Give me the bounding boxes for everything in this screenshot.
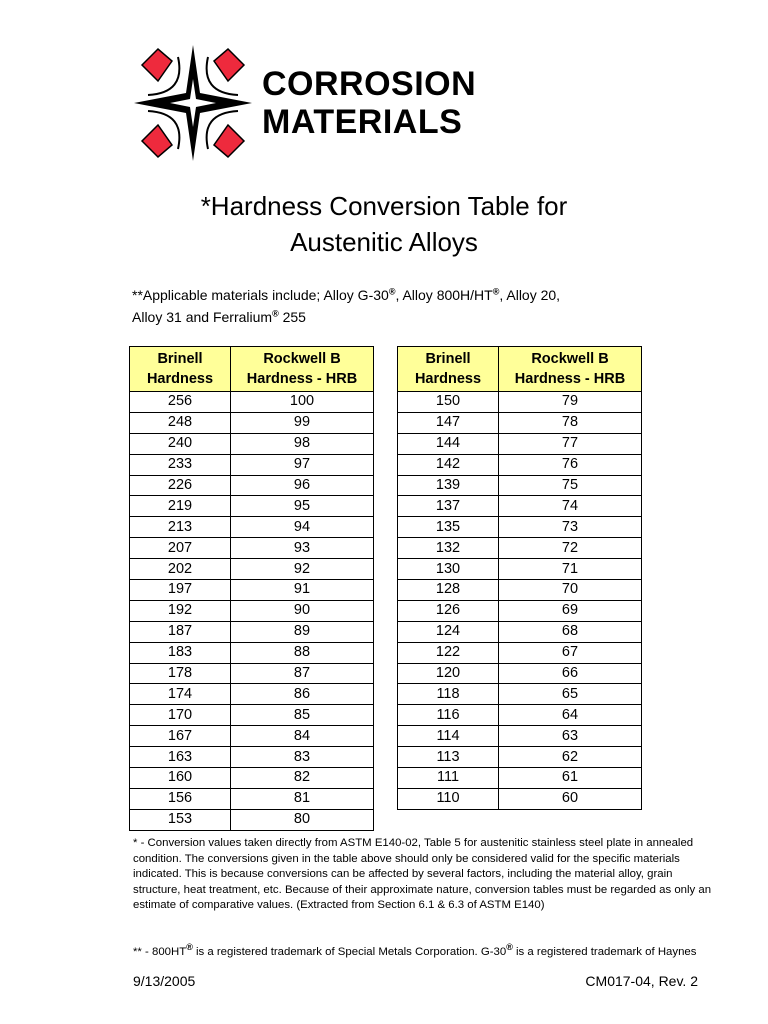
logo-line-1: CORROSION: [262, 65, 477, 103]
table-row: [398, 726, 642, 747]
brinell-value: 132: [398, 538, 499, 559]
conversion-table-left: [129, 346, 374, 831]
brinell-value: 126: [398, 600, 499, 621]
brinell-value: 128: [398, 580, 499, 601]
footnote-trademarks: ** - 800HT® is a registered trademark of Special Metals Corporation. G-30® is a registered trademark of Haynes: [133, 942, 697, 958]
hrb-value: 96: [231, 475, 374, 496]
hrb-value: 68: [499, 621, 642, 642]
brinell-value: 226: [130, 475, 231, 496]
applicable-text-5: 255: [278, 309, 306, 325]
footer-date: 9/13/2005: [133, 973, 196, 989]
title-line-2: Austenitic Alloys: [290, 227, 478, 257]
applicable-text-4: Alloy 31 and Ferralium: [132, 309, 273, 325]
hrb-value: 90: [231, 600, 374, 621]
table-row: [398, 433, 642, 454]
table-row: [130, 580, 374, 601]
applicable-text-3: , Alloy 20,: [499, 287, 561, 303]
footer-document-id: CM017-04, Rev. 2: [585, 973, 698, 989]
brinell-value: 118: [398, 684, 499, 705]
brinell-value: 170: [130, 705, 231, 726]
brinell-value: 130: [398, 559, 499, 580]
hrb-value: 91: [231, 580, 374, 601]
table-row: [130, 433, 374, 454]
hrb-value: 78: [499, 412, 642, 433]
table-row: [130, 621, 374, 642]
table-row: [398, 475, 642, 496]
table-row: [398, 684, 642, 705]
table-row: [130, 559, 374, 580]
table-row: [130, 600, 374, 621]
table-row: [398, 454, 642, 475]
table-row: [130, 454, 374, 475]
registered-mark: ®: [388, 286, 396, 297]
hrb-value: 81: [231, 788, 374, 809]
brinell-value: 122: [398, 642, 499, 663]
title-line-1: *Hardness Conversion Table for: [200, 191, 568, 221]
hrb-value: 79: [499, 392, 642, 413]
table-header-row: [130, 347, 374, 392]
hrb-value: 74: [499, 496, 642, 517]
applicable-materials: [132, 284, 652, 328]
brinell-value: 150: [398, 392, 499, 413]
registered-mark: ®: [186, 942, 193, 953]
table-row: [398, 768, 642, 789]
table-row: [398, 663, 642, 684]
brinell-value: 113: [398, 747, 499, 768]
brinell-value: 202: [130, 559, 231, 580]
hrb-value: 69: [499, 600, 642, 621]
brinell-value: 110: [398, 788, 499, 809]
hrb-value: 97: [231, 454, 374, 475]
brinell-value: 139: [398, 475, 499, 496]
brinell-value: 144: [398, 433, 499, 454]
hrb-value: 66: [499, 663, 642, 684]
table-row: [130, 747, 374, 768]
header-brinell: Brinell Hardness: [398, 347, 499, 392]
brinell-value: 124: [398, 621, 499, 642]
table-row: [130, 768, 374, 789]
brinell-value: 147: [398, 412, 499, 433]
table-row: [130, 684, 374, 705]
applicable-text-2: , Alloy 800H/HT: [395, 287, 493, 303]
table-row: [398, 621, 642, 642]
table-row: [130, 663, 374, 684]
hrb-value: 100: [231, 392, 374, 413]
header-brinell: Brinell Hardness: [130, 347, 231, 392]
hrb-value: 73: [499, 517, 642, 538]
hrb-value: 80: [231, 809, 374, 830]
table-row: [398, 788, 642, 809]
logo-star-icon: [128, 43, 258, 163]
table-row: [398, 642, 642, 663]
hrb-value: 85: [231, 705, 374, 726]
hrb-value: 88: [231, 642, 374, 663]
hrb-value: 83: [231, 747, 374, 768]
hrb-value: 87: [231, 663, 374, 684]
brinell-value: 153: [130, 809, 231, 830]
brinell-value: 240: [130, 433, 231, 454]
hrb-value: 71: [499, 559, 642, 580]
brinell-value: 174: [130, 684, 231, 705]
hrb-value: 65: [499, 684, 642, 705]
hrb-value: 75: [499, 475, 642, 496]
table-row: [398, 580, 642, 601]
hrb-value: 72: [499, 538, 642, 559]
registered-mark: ®: [506, 942, 513, 953]
brinell-value: 135: [398, 517, 499, 538]
brinell-value: 160: [130, 768, 231, 789]
brinell-value: 116: [398, 705, 499, 726]
hrb-value: 67: [499, 642, 642, 663]
brinell-value: 178: [130, 663, 231, 684]
brinell-value: 137: [398, 496, 499, 517]
brinell-value: 233: [130, 454, 231, 475]
brinell-value: 248: [130, 412, 231, 433]
table-row: [398, 517, 642, 538]
table-header-row: [398, 347, 642, 392]
brinell-value: 197: [130, 580, 231, 601]
applicable-text-1: **Applicable materials include; Alloy G-30: [132, 287, 389, 303]
brinell-value: 192: [130, 600, 231, 621]
brinell-value: 142: [398, 454, 499, 475]
hrb-value: 98: [231, 433, 374, 454]
table-row: [398, 705, 642, 726]
brinell-value: 187: [130, 621, 231, 642]
registered-mark: ®: [492, 286, 500, 297]
brinell-value: 111: [398, 768, 499, 789]
hrb-value: 70: [499, 580, 642, 601]
hrb-value: 84: [231, 726, 374, 747]
table-row: [130, 412, 374, 433]
brinell-value: 219: [130, 496, 231, 517]
brinell-value: 256: [130, 392, 231, 413]
hrb-value: 93: [231, 538, 374, 559]
table-row: [398, 412, 642, 433]
page-title: [0, 188, 768, 260]
brinell-value: 156: [130, 788, 231, 809]
hrb-value: 92: [231, 559, 374, 580]
hrb-value: 76: [499, 454, 642, 475]
table-row: [398, 538, 642, 559]
hrb-value: 95: [231, 496, 374, 517]
table-row: [130, 538, 374, 559]
hrb-value: 99: [231, 412, 374, 433]
table-row: [130, 392, 374, 413]
table-row: [130, 496, 374, 517]
table-row: [130, 705, 374, 726]
header-rockwell: Rockwell B Hardness - HRB: [499, 347, 642, 392]
hrb-value: 61: [499, 768, 642, 789]
hrb-value: 63: [499, 726, 642, 747]
brinell-value: 163: [130, 747, 231, 768]
brinell-value: 114: [398, 726, 499, 747]
table-row: [130, 726, 374, 747]
registered-mark: ®: [272, 308, 279, 319]
table-row: [398, 496, 642, 517]
brinell-value: 167: [130, 726, 231, 747]
brinell-value: 213: [130, 517, 231, 538]
hrb-value: 62: [499, 747, 642, 768]
brinell-value: 183: [130, 642, 231, 663]
table-row: [398, 747, 642, 768]
brinell-value: 207: [130, 538, 231, 559]
hrb-value: 86: [231, 684, 374, 705]
hrb-value: 82: [231, 768, 374, 789]
hrb-value: 64: [499, 705, 642, 726]
logo-wordmark: [262, 65, 476, 141]
table-row: [130, 809, 374, 830]
table-row: [398, 559, 642, 580]
hrb-value: 94: [231, 517, 374, 538]
logo-line-2: MATERIALS: [262, 103, 463, 141]
hrb-value: 89: [231, 621, 374, 642]
hrb-value: 60: [499, 788, 642, 809]
conversion-table-right: [397, 346, 642, 810]
table-row: [130, 788, 374, 809]
hrb-value: 77: [499, 433, 642, 454]
table-row: [130, 642, 374, 663]
header-rockwell: Rockwell B Hardness - HRB: [231, 347, 374, 392]
brinell-value: 120: [398, 663, 499, 684]
table-row: [130, 475, 374, 496]
table-row: [130, 517, 374, 538]
table-row: [398, 392, 642, 413]
table-row: [398, 600, 642, 621]
company-logo: [128, 43, 480, 163]
footnote-conversion: * - Conversion values taken directly from ASTM E140-02, Table 5 for austenitic stainless steel plate in annealed condition. The conversions given in the table above should only be considered valid for the specific materials indicated. This is because conversions can be affected by several factors, including the material alloy, grain structure, heat treatment, etc. Because of their approximate nature, conversion tables must be regarded as only an estimate of comparative values. (Extracted from Section 6.1 & 6.3 of ASTM E140): [133, 837, 712, 912]
